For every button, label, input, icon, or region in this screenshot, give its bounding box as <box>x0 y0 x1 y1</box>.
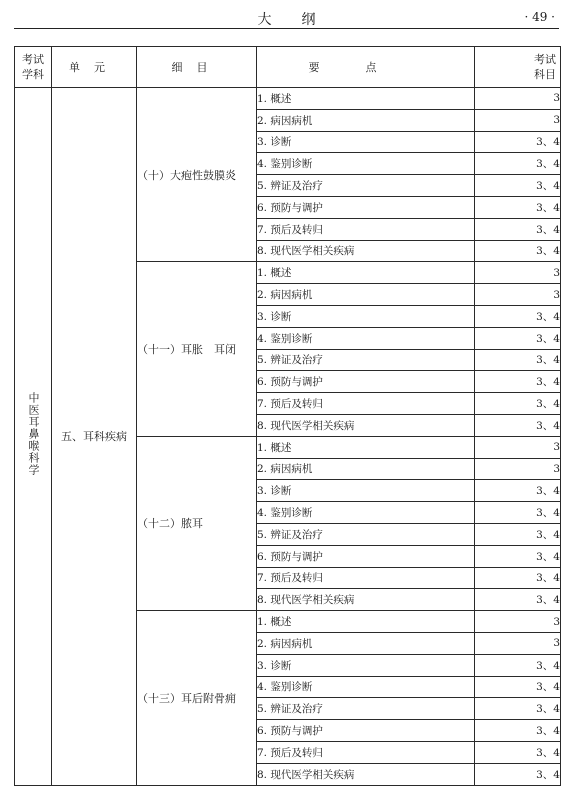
subject-label: 中医耳鼻喉科学 <box>27 392 40 477</box>
point-item: 7. 预后及转归 <box>257 567 475 589</box>
point-item: 2. 病因病机 <box>257 458 475 480</box>
point-item: 1. 概述 <box>257 88 475 110</box>
column-header-levels-line1: 考试 <box>534 53 556 66</box>
detail-cell: （十一）耳胀 耳闭 <box>137 262 257 436</box>
exam-level: 3、4 <box>475 589 561 611</box>
exam-level: 3 <box>475 284 561 306</box>
page-number: · 49 · <box>524 10 555 24</box>
exam-level: 3、4 <box>475 414 561 436</box>
exam-level: 3、4 <box>475 480 561 502</box>
column-header-unit: 单元 <box>52 47 137 88</box>
point-item: 3. 诊断 <box>257 305 475 327</box>
exam-level: 3、4 <box>475 393 561 415</box>
column-header-levels <box>475 47 561 88</box>
column-header-subject <box>15 47 52 88</box>
point-item: 4. 鉴别诊断 <box>257 153 475 175</box>
exam-level: 3、4 <box>475 502 561 524</box>
exam-level: 3、4 <box>475 327 561 349</box>
column-header-detail: 细目 <box>137 47 257 88</box>
exam-level: 3 <box>475 611 561 633</box>
exam-level: 3、4 <box>475 196 561 218</box>
exam-level: 3、4 <box>475 567 561 589</box>
point-item: 4. 鉴别诊断 <box>257 327 475 349</box>
exam-level: 3、4 <box>475 545 561 567</box>
point-item: 4. 鉴别诊断 <box>257 676 475 698</box>
detail-cell: （十）大疱性鼓膜炎 <box>137 88 257 262</box>
point-item: 7. 预后及转归 <box>257 393 475 415</box>
column-header-levels-line2: 科目 <box>534 68 556 81</box>
exam-level: 3、4 <box>475 654 561 676</box>
point-item: 5. 辨证及治疗 <box>257 175 475 197</box>
table-header-row <box>15 47 561 88</box>
exam-level: 3、4 <box>475 305 561 327</box>
exam-level: 3、4 <box>475 131 561 153</box>
exam-level: 3 <box>475 458 561 480</box>
point-item: 4. 鉴别诊断 <box>257 502 475 524</box>
point-item: 1. 概述 <box>257 436 475 458</box>
point-item: 6. 预防与调护 <box>257 196 475 218</box>
exam-level: 3 <box>475 436 561 458</box>
detail-cell: （十二）脓耳 <box>137 436 257 610</box>
point-item: 6. 预防与调护 <box>257 371 475 393</box>
exam-level: 3、4 <box>475 763 561 785</box>
point-item: 1. 概述 <box>257 262 475 284</box>
point-item: 8. 现代医学相关疾病 <box>257 240 475 262</box>
column-header-subject-line1: 考试 <box>22 53 44 66</box>
column-header-points: 要点 <box>257 47 475 88</box>
exam-level: 3、4 <box>475 720 561 742</box>
point-item: 7. 预后及转归 <box>257 741 475 763</box>
exam-level: 3 <box>475 109 561 131</box>
exam-level: 3、4 <box>475 240 561 262</box>
exam-level: 3 <box>475 262 561 284</box>
exam-level: 3、4 <box>475 741 561 763</box>
page-header <box>14 8 559 29</box>
subject-cell <box>15 88 52 786</box>
header-title: 大纲 <box>257 12 346 28</box>
point-item: 5. 辨证及治疗 <box>257 698 475 720</box>
point-item: 2. 病因病机 <box>257 284 475 306</box>
exam-level: 3、4 <box>475 676 561 698</box>
point-item: 2. 病因病机 <box>257 109 475 131</box>
exam-level: 3、4 <box>475 523 561 545</box>
table-body <box>15 88 561 786</box>
point-item: 3. 诊断 <box>257 480 475 502</box>
point-item: 8. 现代医学相关疾病 <box>257 414 475 436</box>
point-item: 8. 现代医学相关疾病 <box>257 763 475 785</box>
point-item: 7. 预后及转归 <box>257 218 475 240</box>
table-row <box>15 88 561 110</box>
point-item: 3. 诊断 <box>257 131 475 153</box>
exam-level: 3、4 <box>475 698 561 720</box>
point-item: 5. 辨证及治疗 <box>257 523 475 545</box>
unit-cell: 五、耳科疾病 <box>52 88 137 786</box>
point-item: 2. 病因病机 <box>257 632 475 654</box>
column-header-subject-line2: 学科 <box>22 68 44 81</box>
exam-level: 3、4 <box>475 371 561 393</box>
syllabus-table <box>14 46 561 786</box>
exam-level: 3、4 <box>475 175 561 197</box>
point-item: 1. 概述 <box>257 611 475 633</box>
point-item: 6. 预防与调护 <box>257 720 475 742</box>
exam-level: 3、4 <box>475 349 561 371</box>
exam-level: 3、4 <box>475 218 561 240</box>
point-item: 5. 辨证及治疗 <box>257 349 475 371</box>
point-item: 8. 现代医学相关疾病 <box>257 589 475 611</box>
exam-level: 3 <box>475 632 561 654</box>
exam-level: 3、4 <box>475 153 561 175</box>
detail-cell: （十三）耳后附骨痈 <box>137 611 257 785</box>
point-item: 6. 预防与调护 <box>257 545 475 567</box>
exam-level: 3 <box>475 88 561 110</box>
point-item: 3. 诊断 <box>257 654 475 676</box>
